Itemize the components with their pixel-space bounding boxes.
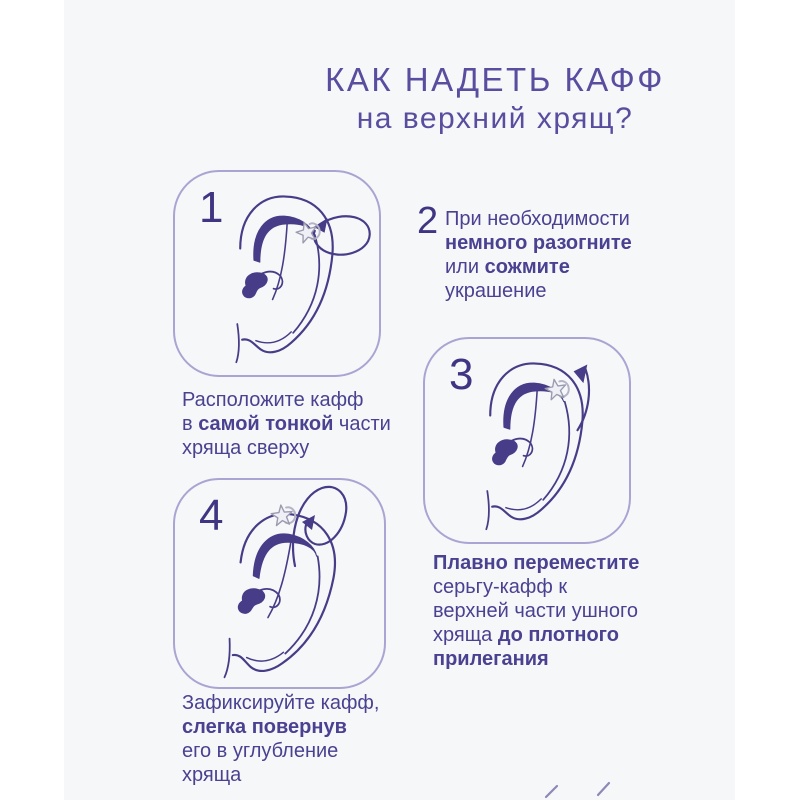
caption-line: слегка повернув	[182, 716, 347, 738]
caption-line: При необходимости	[445, 208, 630, 230]
step-4-number: 4	[199, 491, 224, 540]
step-3-number: 3	[449, 350, 474, 399]
caption-line: его в углубление	[182, 740, 339, 762]
step-4-illustration-box	[173, 478, 386, 689]
caption-line: хряща сверху	[182, 437, 310, 459]
step-2-number: 2	[417, 200, 439, 242]
caption-line: Расположите кафф	[182, 389, 364, 411]
step-1-illustration-box	[173, 170, 381, 377]
step-3-illustration-box	[423, 337, 631, 544]
caption-line: Плавно переместите	[433, 552, 640, 574]
title-line-2: на верхний хрящ?	[356, 102, 634, 135]
caption-line: серьгу-кафф к	[433, 576, 568, 598]
step-2-caption	[445, 207, 660, 303]
arrowhead-up-icon	[574, 364, 588, 383]
step-1-number: 1	[199, 183, 224, 232]
caption-line: Зафиксируйте кафф,	[182, 692, 380, 714]
caption-line: хряща	[182, 764, 242, 786]
caption-line: хряща до плотного	[433, 624, 619, 646]
star-cuff-icon	[544, 377, 570, 400]
step-4-caption	[182, 691, 422, 787]
caption-line: немного разогните	[445, 232, 632, 254]
caption-line: верхней части ушного	[433, 600, 638, 622]
caption-line: украшение	[445, 280, 547, 302]
partial-cursive-strokes-icon	[538, 778, 628, 800]
page-title	[295, 60, 695, 138]
caption-line: или сожмите	[445, 256, 570, 278]
step-3-caption	[433, 551, 663, 671]
title-line-1: КАК НАДЕТЬ КАФФ	[325, 61, 665, 98]
step-1-caption	[182, 388, 422, 460]
caption-line: в самой тонкой части	[182, 413, 391, 435]
caption-line: прилегания	[433, 648, 549, 670]
